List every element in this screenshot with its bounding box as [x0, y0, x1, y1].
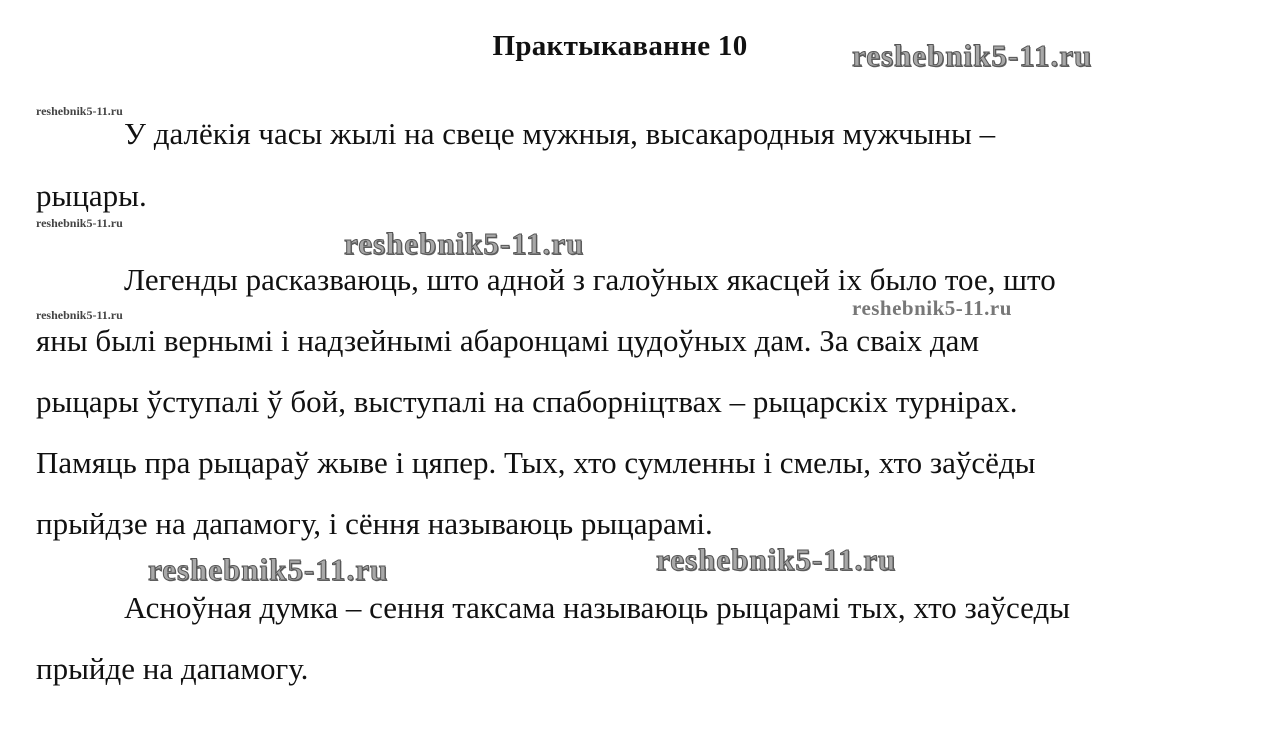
watermark: reshebnik5-11.ru	[148, 552, 389, 587]
watermark: reshebnik5-11.ru	[852, 38, 1093, 73]
paragraph-2-line-2: яны былі вернымі і надзейнымі абаронцамі цудоўных дам. За сваіх дам	[36, 323, 980, 358]
paragraph-2-line-4: Памяць пра рыцараў жыве і цяпер. Тых, хто сумленны і смелы, хто заўсёды	[36, 445, 1036, 480]
watermark: reshebnik5-11.ru	[344, 226, 585, 261]
watermark: reshebnik5-11.ru	[36, 104, 123, 118]
watermark: reshebnik5-11.ru	[852, 296, 1012, 320]
paragraph-2-line-5: прыйдзе на дапамогу, і сёння называюць рыцарамі.	[36, 506, 713, 541]
watermark: reshebnik5-11.ru	[36, 308, 123, 322]
paragraph-2-line-3: рыцары ўступалі ў бой, выступалі на спаборніцтвах – рыцарскіх турнірах.	[36, 384, 1018, 419]
paragraph-1-line-2: рыцары.	[36, 178, 147, 213]
paragraph-1-line-1: У далёкія часы жылі на свеце мужныя, высакародныя мужчыны –	[124, 116, 996, 151]
paragraph-3-line-1: Асноўная думка – сення таксама называюць рыцарамі тых, хто заўседы	[124, 590, 1071, 625]
exercise-title: Практыкаванне 10	[492, 30, 748, 62]
paragraph-2-line-1: Легенды расказваюць, што адной з галоўных якасцей іх было тое, што	[124, 262, 1056, 297]
watermark: reshebnik5-11.ru	[656, 542, 897, 577]
watermark: reshebnik5-11.ru	[36, 216, 123, 230]
paragraph-3-line-2: прыйде на дапамогу.	[36, 651, 309, 686]
